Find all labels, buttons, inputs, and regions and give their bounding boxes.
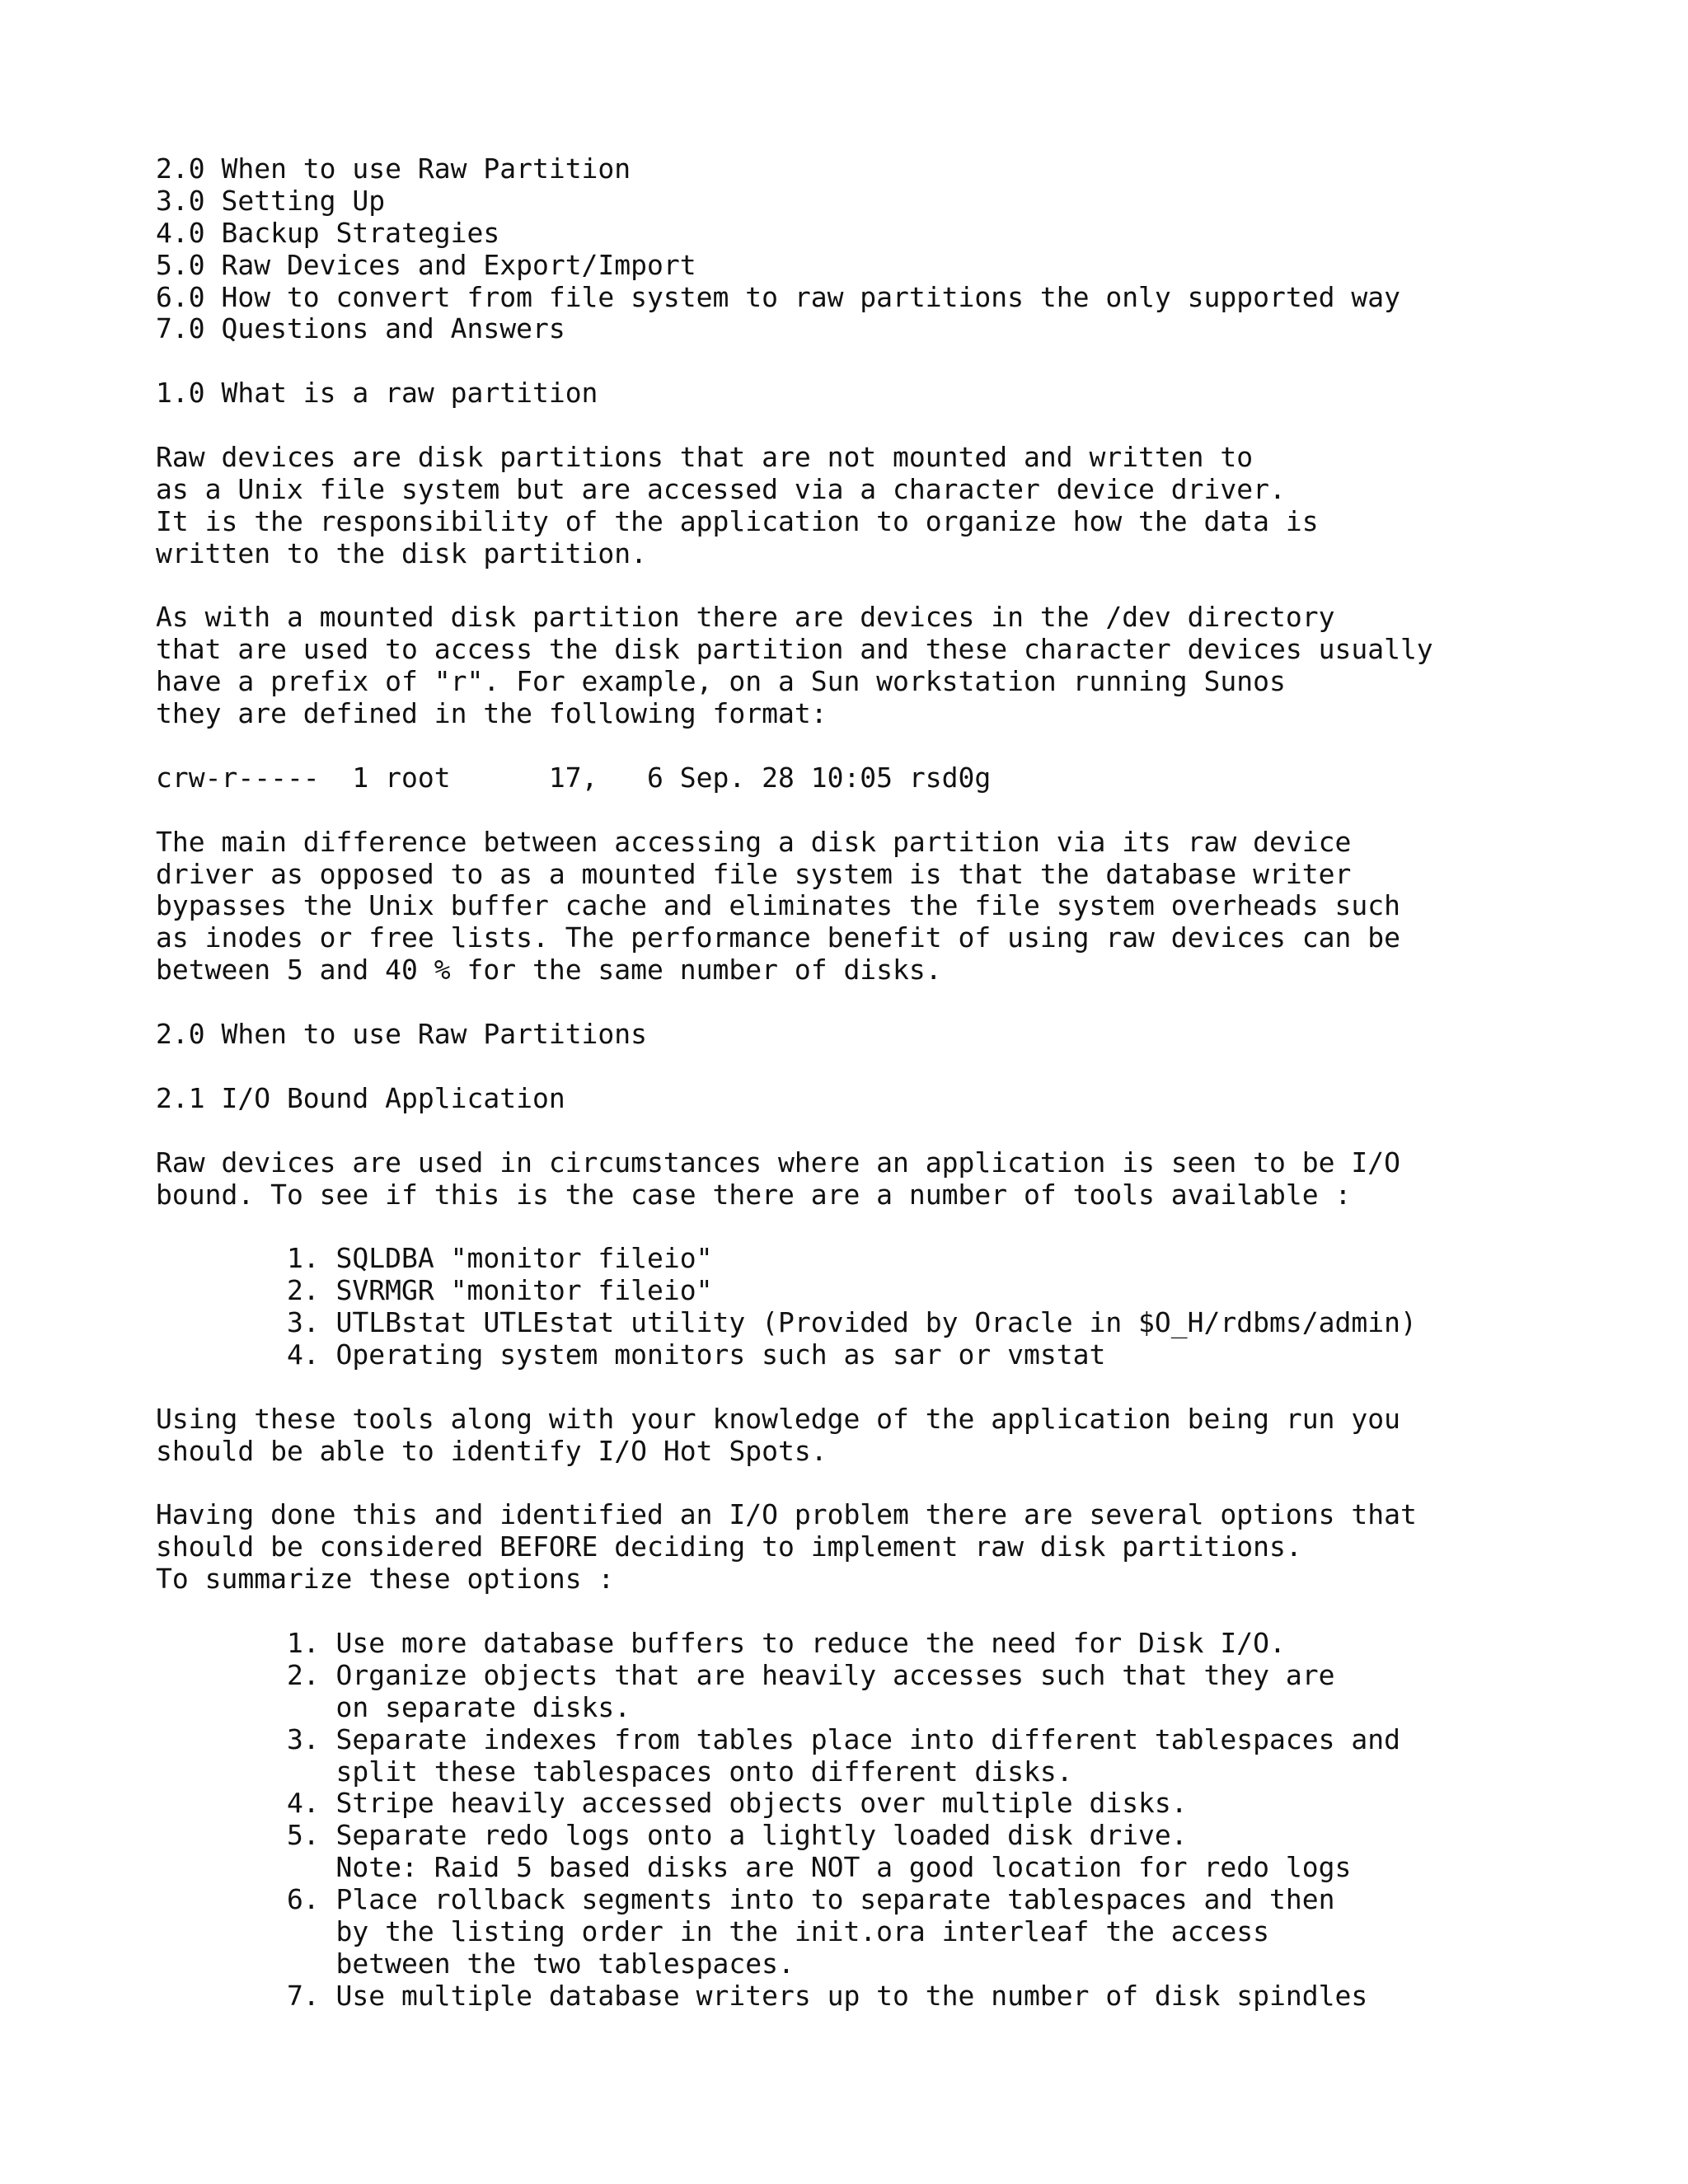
paragraph-line: As with a mounted disk partition there are devices in the /dev directory [156, 601, 1335, 634]
toc-line: 3.0 Setting Up [156, 184, 386, 217]
list-item: 1. SQLDBA "monitor fileio" [156, 1242, 713, 1275]
paragraph-line: It is the responsibility of the application to organize how the data is [156, 504, 1319, 537]
paragraph-line: should be able to identify I/O Hot Spots. [156, 1434, 828, 1467]
toc-line: 2.0 When to use Raw Partition [156, 152, 631, 185]
paragraph-line: driver as opposed to as a mounted file system is that the database writer [156, 857, 1352, 890]
section-heading: 2.0 When to use Raw Partitions [156, 1018, 648, 1051]
paragraph-line: between 5 and 40 % for the same number of disks. [156, 954, 942, 987]
list-item: 2. Organize objects that are heavily accesses such that they are [156, 1658, 1335, 1691]
list-item: 5. Separate redo logs onto a lightly loaded disk drive. [156, 1819, 1188, 1852]
list-item-continuation: between the two tablespaces. [156, 1947, 795, 1980]
paragraph-line: as inodes or free lists. The performance benefit of using raw devices can be [156, 921, 1400, 954]
list-item: 6. Place rollback segments into to separate tablespaces and then [156, 1883, 1335, 1916]
blank-line [156, 410, 1639, 442]
paragraph-line: Raw devices are disk partitions that are not mounted and written to [156, 441, 1254, 474]
list-item-continuation: on separate disks. [156, 1690, 631, 1723]
paragraph-line: Raw devices are used in circumstances where an application is seen to be I/O [156, 1146, 1400, 1179]
blank-line [156, 987, 1639, 1019]
blank-line [156, 1211, 1639, 1243]
paragraph-line: should be considered BEFORE deciding to implement raw disk partitions. [156, 1530, 1302, 1563]
list-item: 3. Separate indexes from tables place into different tablespaces and [156, 1722, 1400, 1755]
blank-line [156, 1051, 1639, 1083]
blank-line [156, 570, 1639, 602]
toc-line: 4.0 Backup Strategies [156, 216, 500, 249]
paragraph-line: Having done this and identified an I/O problem there are several options that [156, 1498, 1417, 1531]
section-heading: 1.0 What is a raw partition [156, 377, 598, 410]
blank-line [156, 730, 1639, 762]
list-item: 4. Operating system monitors such as sar or vmstat [156, 1338, 1106, 1371]
blank-line [156, 1115, 1639, 1147]
list-item-continuation: by the listing order in the init.ora interleaf the access [156, 1915, 1270, 1947]
list-item: 1. Use more database buffers to reduce the need for Disk I/O. [156, 1626, 1286, 1659]
document-body [156, 153, 1639, 2013]
device-listing-line: crw-r----- 1 root 17, 6 Sep. 28 10:05 rsd0g [156, 761, 992, 794]
blank-line [156, 1596, 1639, 1628]
paragraph-line: bound. To see if this is the case there are a number of tools available : [156, 1178, 1352, 1211]
toc-line: 7.0 Questions and Answers [156, 312, 565, 345]
paragraph-line: The main difference between accessing a disk partition via its raw device [156, 825, 1352, 858]
blank-line [156, 1468, 1639, 1500]
list-item-continuation: split these tablespaces onto different disks. [156, 1755, 1073, 1788]
list-item: 4. Stripe heavily accessed objects over multiple disks. [156, 1787, 1188, 1820]
paragraph-line: have a prefix of "r". For example, on a Sun workstation running Sunos [156, 665, 1286, 698]
blank-line [156, 794, 1639, 827]
paragraph-line: as a Unix file system but are accessed via a character device driver. [156, 472, 1286, 505]
paragraph-line: Using these tools along with your knowledge of the application being run you [156, 1402, 1400, 1435]
list-item: 7. Use multiple database writers up to the number of disk spindles [156, 1979, 1368, 2012]
toc-line: 5.0 Raw Devices and Export/Import [156, 248, 696, 281]
blank-line [156, 345, 1639, 377]
list-item-continuation: Note: Raid 5 based disks are NOT a good location for redo logs [156, 1851, 1352, 1884]
paragraph-line: To summarize these options : [156, 1563, 615, 1596]
subsection-heading: 2.1 I/O Bound Application [156, 1081, 565, 1114]
paragraph-line: bypasses the Unix buffer cache and eliminates the file system overheads such [156, 889, 1400, 922]
list-item: 2. SVRMGR "monitor fileio" [156, 1274, 713, 1307]
blank-line [156, 1371, 1639, 1404]
list-item: 3. UTLBstat UTLEstat utility (Provided by Oracle in $O_H/rdbms/admin) [156, 1306, 1417, 1339]
paragraph-line: that are used to access the disk partition and these character devices usually [156, 633, 1433, 666]
paragraph-line: written to the disk partition. [156, 537, 648, 569]
paragraph-line: they are defined in the following format: [156, 697, 828, 730]
toc-line: 6.0 How to convert from file system to raw partitions the only supported way [156, 280, 1400, 313]
